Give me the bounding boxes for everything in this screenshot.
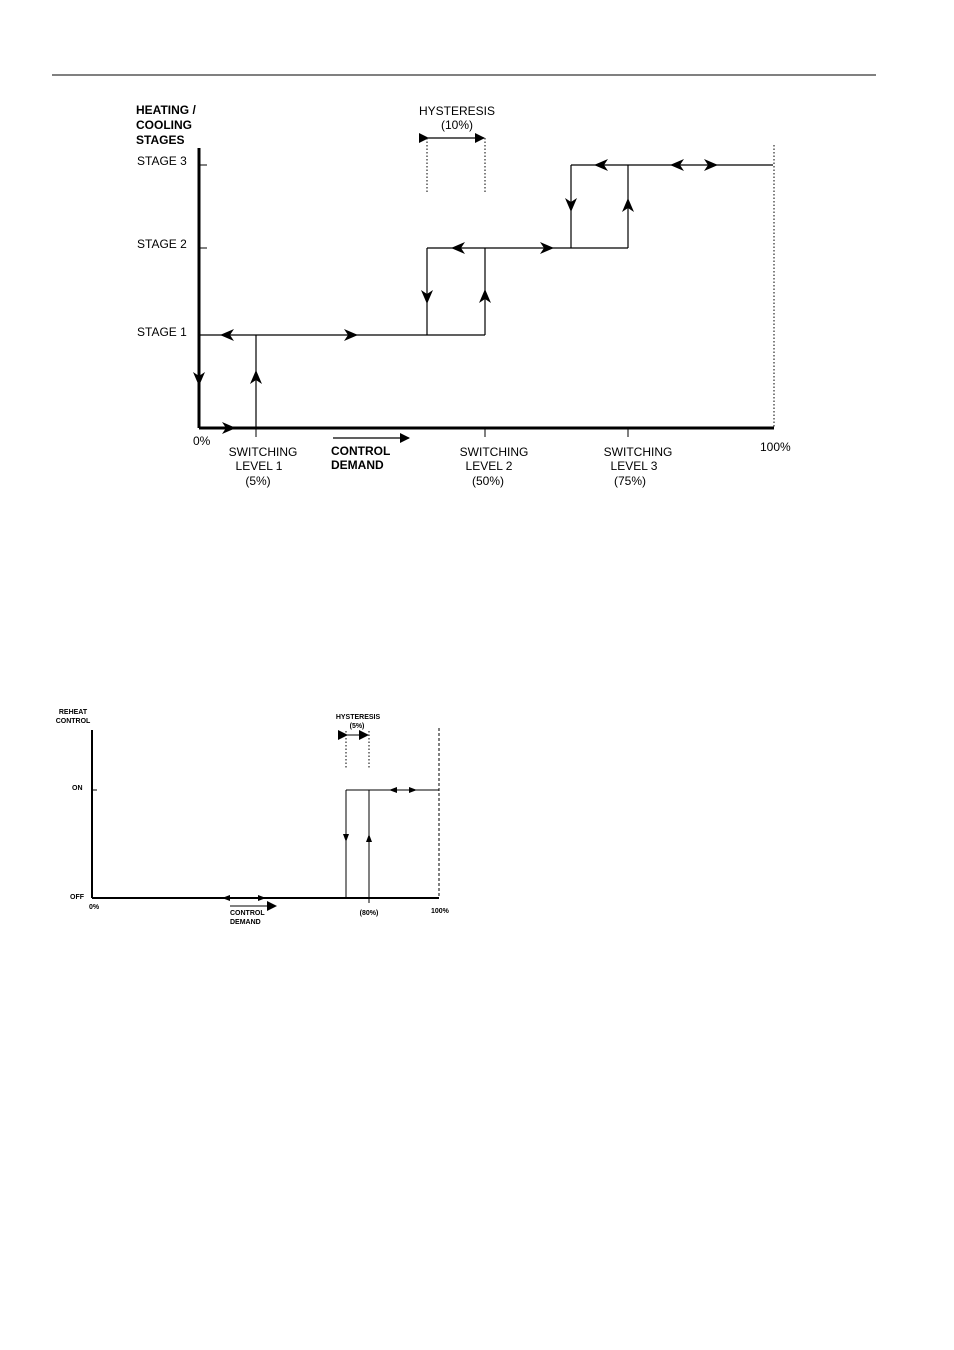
x-start-label: 0% xyxy=(193,434,211,448)
reheat-hysteresis-value: (5%) xyxy=(349,723,365,730)
reheat-hysteresis-label: HYSTERESIS xyxy=(335,714,381,721)
y-axis-title-line3: STAGES xyxy=(136,133,185,147)
stage-3-label: STAGE 3 xyxy=(137,154,187,168)
reheat-arrow-left-axis-icon xyxy=(222,895,230,901)
reheat-x-start: 0% xyxy=(89,904,100,911)
level-2-label-line3: (50%) xyxy=(471,474,505,488)
level-1-label-line3: (5%) xyxy=(245,474,271,488)
y-axis-title-line2: COOLING xyxy=(136,118,192,132)
reheat-title-line1: REHEAT xyxy=(58,709,88,716)
level-3-label-line1: SWITCHING xyxy=(603,445,673,459)
y-axis-title-line1: HEATING / xyxy=(136,103,196,117)
hysteresis-value: (10%) xyxy=(440,118,474,132)
reheat-arrow-down-icon xyxy=(343,834,349,842)
reheat-title-line2: CONTROL xyxy=(55,718,91,725)
control-demand-line2: DEMAND xyxy=(331,458,384,472)
level-1-label-line1: SWITCHING xyxy=(228,445,298,459)
x-end-label: 100% xyxy=(760,440,791,454)
level-1-label-line2: LEVEL 1 xyxy=(235,459,283,473)
on-label: ON xyxy=(72,785,83,792)
control-demand-line1: CONTROL xyxy=(331,444,391,458)
off-label: OFF xyxy=(70,894,84,901)
reheat-x-end: 100% xyxy=(431,908,449,915)
hysteresis-label: HYSTERESIS xyxy=(418,104,496,118)
stage-2-label: STAGE 2 xyxy=(137,237,187,251)
reheat-arrow-up-icon xyxy=(366,834,372,842)
staging-diagram xyxy=(136,103,791,488)
reheat-arrow-right-icon xyxy=(409,787,417,793)
level-2-label-line2: LEVEL 2 xyxy=(465,459,513,473)
reheat-control-demand-line1: CONTROL xyxy=(230,910,265,917)
reheat-control-demand-line2: DEMAND xyxy=(230,919,261,926)
reheat-diagram xyxy=(56,709,450,926)
level-3-label-line3: (75%) xyxy=(613,474,647,488)
reheat-arrow-left-icon xyxy=(389,787,397,793)
reheat-arrow-right-axis-icon xyxy=(258,895,266,901)
level-3-label-line2: LEVEL 3 xyxy=(610,459,658,473)
reheat-switch-point: (80%) xyxy=(359,910,379,917)
stage-1-label: STAGE 1 xyxy=(137,325,187,339)
level-2-label-line1: SWITCHING xyxy=(459,445,529,459)
